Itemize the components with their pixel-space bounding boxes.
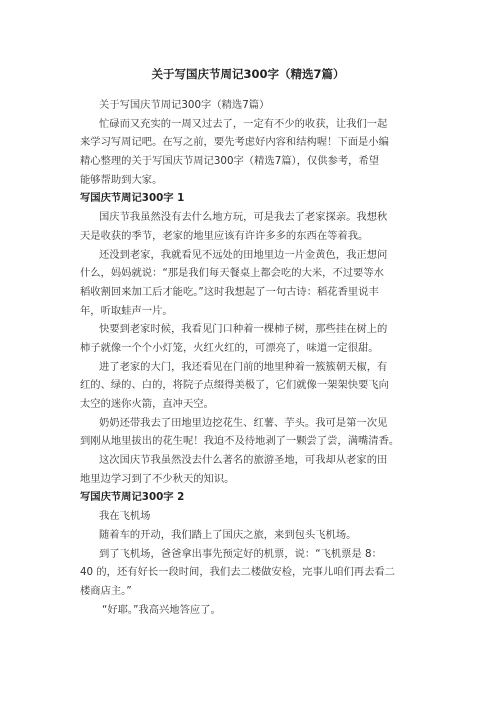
paragraph-line: 进了老家的大门，我还看见在门前的地里种着一簇簇朝天椒，有 xyxy=(99,360,388,373)
paragraph-line: 来学习写周记吧。在写之前，要先考虑好内容和结构喔！下面是小编 xyxy=(80,136,389,149)
paragraph-line: 这次国庆节我虽然没去什么著名的旅游圣地，可我却从老家的田 xyxy=(99,454,388,467)
paragraph-line: 地里边学习到了不少秋天的知识。 xyxy=(80,472,235,485)
paragraph-line: 什么，妈妈就说：“那是我们每天餐桌上都会吃的大米，不过要等水 xyxy=(80,267,384,280)
paragraph-line: 精心整理的关于写国庆节周记300字（精选7篇），仅供参考，希望 xyxy=(80,155,380,168)
document-title: 关于写国庆节周记300字（精选7篇） xyxy=(151,67,345,81)
paragraph-line: 红的、绿的、白的，将院子点缀得美极了，它们就像一架架快要飞向 xyxy=(80,379,389,392)
subtitle-line: 关于写国庆节周记300字（精选7篇） xyxy=(99,99,270,111)
paragraph-line: 还没到老家，我就看见不远处的田地里边一片金黄色，我正想问 xyxy=(99,248,388,261)
paragraph-line: 随着车的开动，我们踏上了国庆之旅，来到包头飞机场。 xyxy=(99,528,357,541)
section-heading: 写国庆节周记300字 2 xyxy=(80,491,185,504)
paragraph-line: 40 的，还有好长一段时间，我们去二楼做安检，完事儿咱们再去看二 xyxy=(80,566,395,579)
paragraph-line: 楼商店主。” xyxy=(80,584,132,597)
paragraph-line: 稻收割回来加工后才能吃。”这时我想起了一句古诗：稻花香里说丰 xyxy=(80,285,379,298)
document-body xyxy=(80,96,420,619)
section-heading: 写国庆节周记300字 1 xyxy=(80,192,185,205)
paragraph-line: 奶奶还带我去了田地里边挖花生、红薯、芋头。我可是第一次见 xyxy=(99,416,388,429)
paragraph-line: 能够帮助到大家。 xyxy=(80,173,163,186)
paragraph-line: 到了飞机场，爸爸拿出事先预定好的机票，说：“飞机票是 8： xyxy=(99,547,382,560)
paragraph-line: 忙碌而又充实的一周又过去了，一定有不少的收获，让我们一起 xyxy=(99,117,388,130)
paragraph-line: 太空的迷你火箭，直冲天空。 xyxy=(80,398,214,410)
paragraph-line: 快要到老家时候，我看见门口种着一棵柿子树，那些挂在树上的 xyxy=(99,323,388,336)
paragraph-line: 年，听取蛙声一片。 xyxy=(80,304,173,317)
paragraph-line: 天是收获的季节，老家的地里应该有许许多多的东西在等着我。 xyxy=(80,229,369,242)
paragraph-line: “好耶。”我高兴地答应了。 xyxy=(102,603,221,616)
paragraph-line: 柿子就像一个个小灯笼，火红火红的，可漂亮了，味道一定很甜。 xyxy=(80,341,379,354)
paragraph-line: 到刚从地里拔出的花生呢！我迫不及待地剥了一颗尝了尝，满嘴清香。 xyxy=(80,435,400,448)
paragraph-line: 国庆节我虽然没有去什么地方玩，可是我去了老家探亲。我想秋 xyxy=(99,211,388,224)
paragraph-line: 我在飞机场 xyxy=(99,510,151,523)
